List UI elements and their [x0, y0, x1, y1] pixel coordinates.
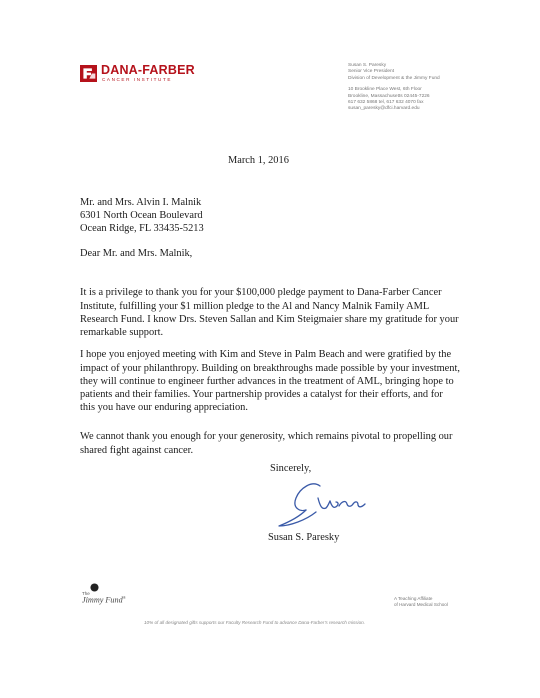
jimmy-fund-name-text: Jimmy Fund: [82, 595, 123, 605]
harvard-line-1: A Teaching Affiliate: [394, 596, 433, 601]
sender-email-line: susan_paresky@dfci.harvard.edu: [348, 106, 420, 112]
recipient-name: Mr. and Mrs. Alvin I. Malnik: [80, 197, 202, 208]
sender-division: Division of Development & the Jimmy Fund: [348, 75, 440, 81]
closing: Sincerely,: [270, 463, 312, 474]
dana-farber-logo-icon: [80, 65, 97, 82]
body-paragraph-2: I hope you enjoyed meeting with Kim and Steve in Palm Beach and were gratified by the impact of your philanthropy. Building on breakthroughs made possible by your investment, they will continue to engineer further advances in the treatment of AML, bringing hope to patients and their families. Your partnership provides a catalyst for their efforts, and for this you have our enduring appreciation.: [80, 349, 460, 414]
sender-address-line: 10 Brookline Place West, 6th Floor: [348, 87, 422, 93]
recipient-city: Ocean Ridge, FL 33435-5213: [80, 223, 204, 235]
signature-name: Susan S. Paresky: [268, 532, 340, 543]
body-paragraph-3: We cannot thank you enough for your generosity, which remains pivotal to propelling our shared fight against cancer.: [80, 431, 453, 456]
footer-note: 10% of all designated gifts supports our Faculty Research Fund to advance Dana-Farber’s research mission.: [144, 620, 365, 625]
sender-title: Senior Vice President: [348, 69, 395, 75]
harvard-affiliation: [394, 596, 448, 608]
jimmy-fund-the: The: [82, 591, 90, 596]
registered-mark: ®: [122, 595, 126, 600]
sender-phone-line: 617 632 5868 tel, 617 632 4070 fax: [348, 100, 424, 106]
dana-farber-logo: [80, 62, 195, 86]
sender-city-line: Brookline, Massachusetts 02445-7226: [348, 93, 430, 99]
sender-info: [348, 63, 488, 113]
jimmy-fund-logo: [82, 583, 152, 611]
sender-name: Susan S. Paresky: [348, 63, 387, 68]
handwritten-signature: [276, 476, 376, 532]
recipient-address: [80, 196, 204, 236]
recipient-street: 6301 North Ocean Boulevard: [80, 210, 203, 222]
logo-org-name: DANA-FARBER: [101, 63, 195, 77]
logo-org-subtitle: CANCER INSTITUTE: [102, 77, 173, 82]
harvard-line-2: of Harvard Medical School: [394, 602, 448, 607]
body-paragraph-1: It is a privilege to thank you for your $100,000 pledge payment to Dana-Farber Cancer Institute, fulfilling your $1 million pledge to the Al and Nancy Malnik Family AML Research Fund. I know Drs. Steven Sallan and Kim Steigmaier share my gratitude for your remarkable support.: [80, 287, 459, 338]
jimmy-fund-head-icon: [90, 583, 99, 592]
salutation: Dear Mr. and Mrs. Malnik,: [80, 248, 193, 259]
jimmy-fund-name: [82, 595, 126, 605]
letter-date: March 1, 2016: [228, 155, 289, 166]
